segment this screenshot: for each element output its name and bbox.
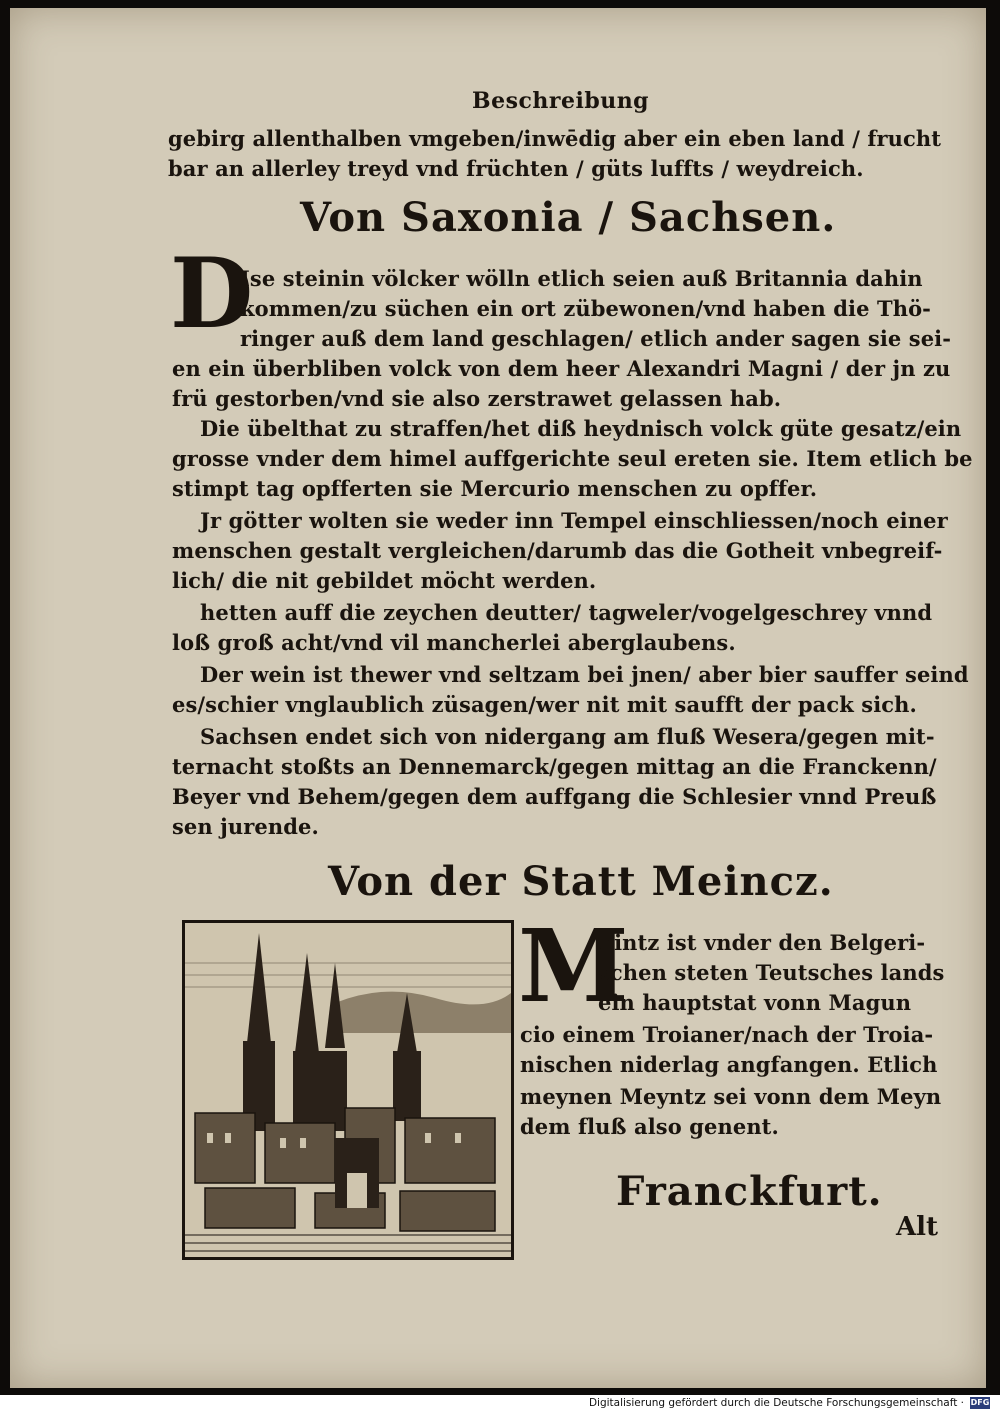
text-line: ringer auß dem land geschlagen/ etlich ander sagen sie sei- bbox=[240, 326, 952, 351]
woodcut-illustration bbox=[185, 923, 511, 1257]
footer-credit: Digitalisierung gefördert durch die Deutsche Forschungsgemeinschaft · bbox=[588, 1397, 964, 1409]
heading-meincz: Von der Statt Meincz. bbox=[328, 858, 834, 905]
text-line: hetten auff die zeychen deutter/ tagweler/vogelgeschrey vnnd bbox=[200, 600, 933, 625]
text-line: schen steten Teutsches lands bbox=[598, 960, 945, 985]
text-line: es/schier vnglaublich züsagen/wer nit mit saufft der pack sich. bbox=[172, 692, 917, 717]
text-line: en ein überbliben volck von dem heer Alexandri Magni / der jn zu bbox=[172, 356, 951, 381]
text-line: loß groß acht/vnd vil mancherlei aberglaubens. bbox=[172, 630, 736, 655]
text-line: Beyer vnd Behem/gegen dem auffgang die Schlesier vnnd Preuß bbox=[172, 784, 937, 809]
woodcut-city-view bbox=[182, 920, 514, 1260]
text-line: ternacht stoßts an Dennemarck/gegen mittag an die Franckenn/ bbox=[172, 754, 937, 779]
digitization-footer bbox=[0, 1395, 1000, 1413]
dropcap-d: D bbox=[170, 237, 254, 350]
text-line: meynen Meyntz sei vonn dem Meyn bbox=[520, 1084, 942, 1109]
text-line: grosse vnder dem himel auffgerichte seul ereten sie. Item etlich be bbox=[172, 446, 973, 471]
dfg-logo-icon: DFG bbox=[970, 1398, 990, 1407]
catchword: Alt bbox=[896, 1212, 939, 1242]
book-page bbox=[10, 8, 986, 1388]
text-line: frü gestorben/vnd sie also zerstrawet gelassen hab. bbox=[172, 386, 782, 411]
text-line: Jr götter wolten sie weder inn Tempel einschliessen/noch einer bbox=[200, 508, 948, 533]
text-line: Ise steinin völcker wölln etlich seien auß Britannia dahin bbox=[240, 266, 923, 291]
text-line: bar an allerley treyd vnd früchten / güts luffts / weydreich. bbox=[168, 156, 864, 181]
text-line: cio einem Troianer/nach der Troia- bbox=[520, 1022, 934, 1047]
text-line: Eintz ist vnder den Belgeri- bbox=[598, 930, 926, 955]
text-line: nischen niderlag angfangen. Etlich bbox=[520, 1052, 938, 1077]
heading-saxonia: Von Saxonia / Sachsen. bbox=[300, 194, 837, 241]
text-line: menschen gestalt vergleichen/darumb das die Gotheit vnbegreif- bbox=[172, 538, 943, 563]
text-line: stimpt tag opfferten sie Mercurio menschen zu opffer. bbox=[172, 476, 818, 501]
text-line: sen jurende. bbox=[172, 814, 319, 839]
text-line: Die übelthat zu straffen/het diß heydnisch volck güte gesatz/ein bbox=[200, 416, 962, 441]
text-line: Der wein ist thewer vnd seltzam bei jnen/ aber bier sauffer seind bbox=[200, 662, 969, 687]
dropcap-m: M bbox=[518, 907, 629, 1025]
heading-franckfurt: Franckfurt. bbox=[616, 1168, 883, 1215]
text-line: dem fluß also genent. bbox=[520, 1114, 779, 1139]
text-line: ein hauptstat vonn Magun bbox=[598, 990, 912, 1015]
text-line: gebirg allenthalben vmgeben/inwēdig aber ein eben land / frucht bbox=[168, 126, 942, 151]
text-line: kommen/zu süchen ein ort zübewonen/vnd haben die Thö- bbox=[240, 296, 931, 321]
running-head: Beschreibung bbox=[472, 88, 650, 114]
text-line: Sachsen endet sich von nidergang am fluß Wesera/gegen mit- bbox=[200, 724, 935, 749]
text-line: lich/ die nit gebildet möcht werden. bbox=[172, 568, 597, 593]
